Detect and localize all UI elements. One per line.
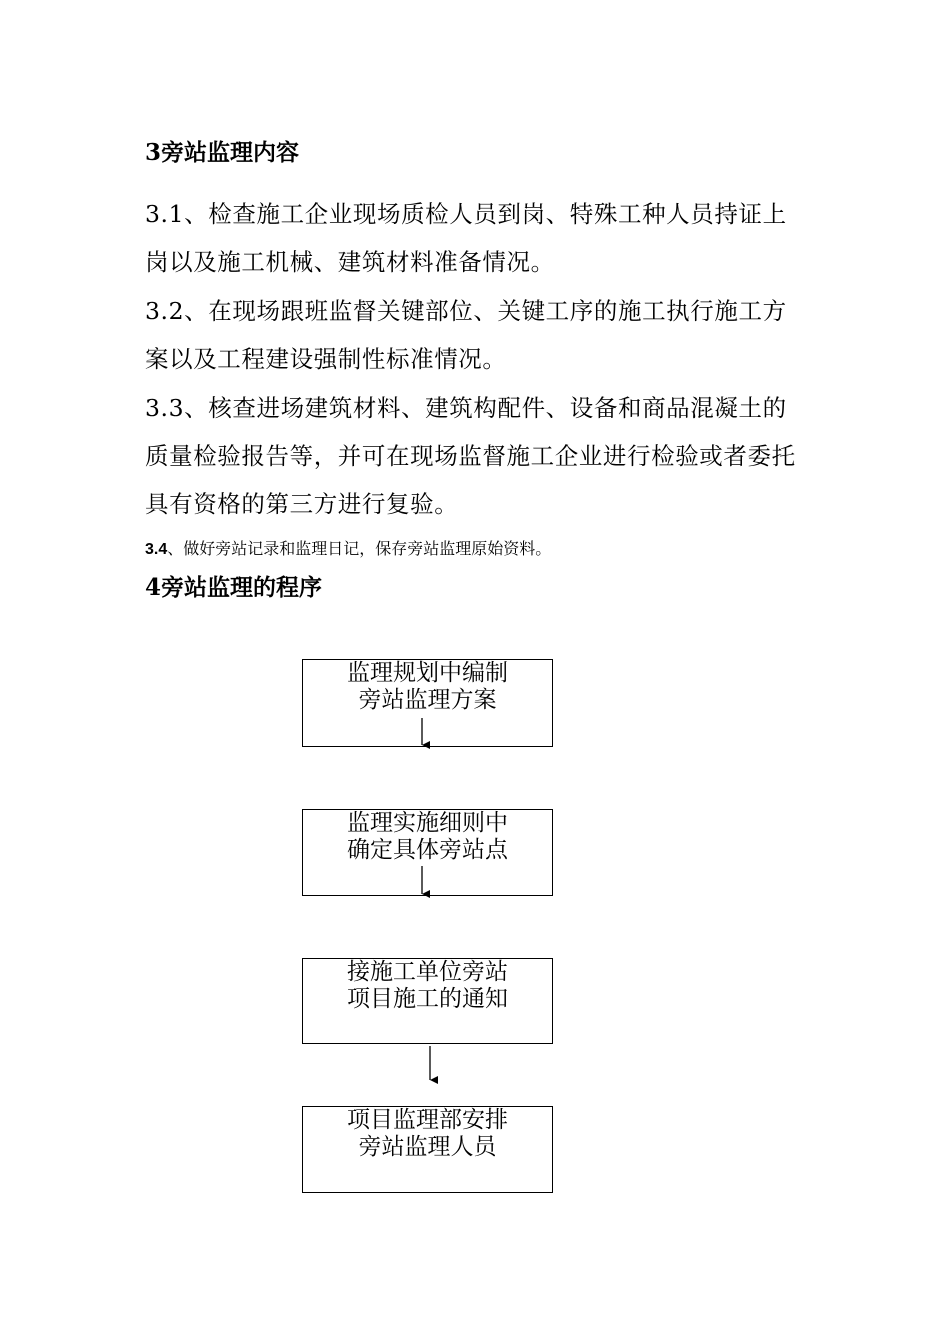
item-3-4-text: 、做好旁站记录和监理日记，保存旁站监理原始资料。 xyxy=(167,539,552,558)
flow-step-3-line-2: 项目施工的通知 xyxy=(347,986,508,1012)
flow-step-1-line-1: 监理规划中编制 xyxy=(347,660,508,686)
flow-step-1 xyxy=(302,659,553,747)
section-3-heading: 3旁站监理内容 xyxy=(145,139,300,166)
item-3-4-paragraph xyxy=(145,536,551,559)
flow-step-1-line-2: 旁站监理方案 xyxy=(358,687,497,713)
item-3-4-number: 3.4 xyxy=(145,541,168,558)
flow-step-2-line-1: 监理实施细则中 xyxy=(347,810,508,836)
flow-step-3-line-1: 接施工单位旁站 xyxy=(347,959,508,985)
flow-step-2 xyxy=(302,809,553,896)
item-3-2-paragraph: 3.2、在现场跟班监督关键部位、关键工序的施工执行施工方案以及工程建设强制性标准情况。 xyxy=(145,297,787,373)
flow-step-3 xyxy=(302,958,553,1044)
flow-step-4-line-1: 项目监理部安排 xyxy=(347,1107,508,1133)
flow-step-4-line-2: 旁站监理人员 xyxy=(358,1134,497,1160)
item-3-1-paragraph: 3.1、检查施工企业现场质检人员到岗、特殊工种人员持证上岗以及施工机械、建筑材料准备情况。 xyxy=(145,200,787,276)
item-3-3-paragraph: 3.3、核查进场建筑材料、建筑构配件、设备和商品混凝土的质量检验报告等，并可在现场监督施工企业进行检验或者委托具有资格的第三方进行复验。 xyxy=(145,394,796,518)
flow-step-4 xyxy=(302,1106,553,1193)
section-4-heading: 4旁站监理的程序 xyxy=(145,574,323,601)
flow-step-2-line-2: 确定具体旁站点 xyxy=(347,837,508,863)
